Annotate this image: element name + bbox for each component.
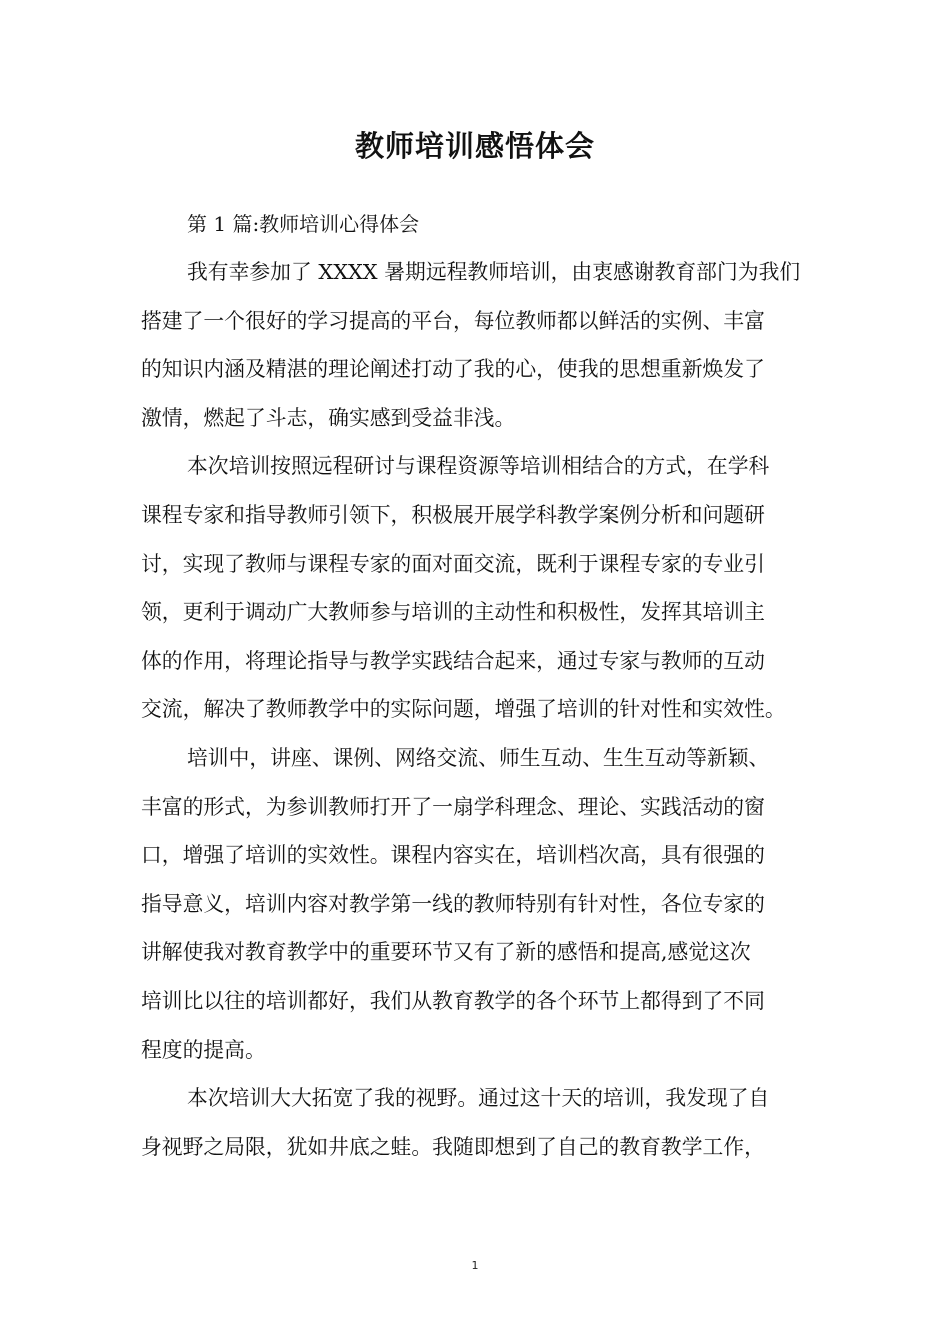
section-heading: 第 1 篇:教师培训心得体会	[187, 212, 420, 236]
paragraph-line: 交流，解决了教师教学中的实际问题，增强了培训的针对性和实效性。	[141, 697, 786, 722]
paragraph-2	[141, 442, 831, 734]
paragraph-line: 的知识内涵及精湛的理论阐述打动了我的心，使我的思想重新焕发了	[141, 357, 765, 382]
paragraph-line: 身视野之局限，犹如井底之蛙。我随即想到了自己的教育教学工作，	[141, 1134, 765, 1159]
paragraph-line: 课程专家和指导教师引领下，积极展开展学科教学案例分析和问题研	[141, 502, 765, 527]
paragraph-line: 丰富的形式，为参训教师打开了一扇学科理念、理论、实践活动的窗	[141, 794, 765, 819]
document-title: 教师培训感悟体会	[354, 129, 595, 163]
paragraph-line: 本次培训按照远程研讨与课程资源等培训相结合的方式，在学科	[187, 454, 770, 479]
paragraph-line: 我有幸参加了 XXXX 暑期远程教师培训，由衷感谢教育部门为我们	[187, 260, 801, 284]
paragraph-line: 体的作用，将理论指导与教学实践结合起来，通过专家与教师的互动	[141, 648, 765, 673]
paragraph-line: 口，增强了培训的实效性。课程内容实在，培训档次高，具有很强的	[141, 843, 765, 868]
paragraph-line: 指导意义，培训内容对教学第一线的教师特别有针对性，各位专家的	[141, 891, 765, 916]
paragraph-line: 搭建了一个很好的学习提高的平台，每位教师都以鲜活的实例、丰富	[141, 308, 765, 333]
paragraph-line: 讨，实现了教师与课程专家的面对面交流，既利于课程专家的专业引	[141, 551, 765, 576]
paragraph-line: 激情，燃起了斗志，确实感到受益非浅。	[141, 405, 516, 430]
paragraph-line: 讲解使我对教育教学中的重要环节又有了新的感悟和提高,感觉这次	[141, 940, 751, 965]
document-body	[141, 200, 831, 1171]
paragraph-line: 领，更利于调动广大教师参与培训的主动性和积极性，发挥其培训主	[141, 600, 765, 625]
page-number: 1	[471, 1259, 479, 1272]
paragraph-4	[141, 1074, 831, 1171]
paragraph-line: 程度的提高。	[141, 1037, 266, 1062]
paragraph-line: 培训比以往的培训都好，我们从教育教学的各个环节上都得到了不同	[141, 988, 765, 1013]
paragraph-line: 本次培训大大拓宽了我的视野。通过这十天的培训，我发现了自	[187, 1086, 770, 1111]
paragraph-3	[141, 734, 831, 1074]
paragraph-1	[141, 248, 831, 442]
paragraph-line: 培训中，讲座、课例、网络交流、师生互动、生生互动等新颖、	[187, 745, 770, 770]
